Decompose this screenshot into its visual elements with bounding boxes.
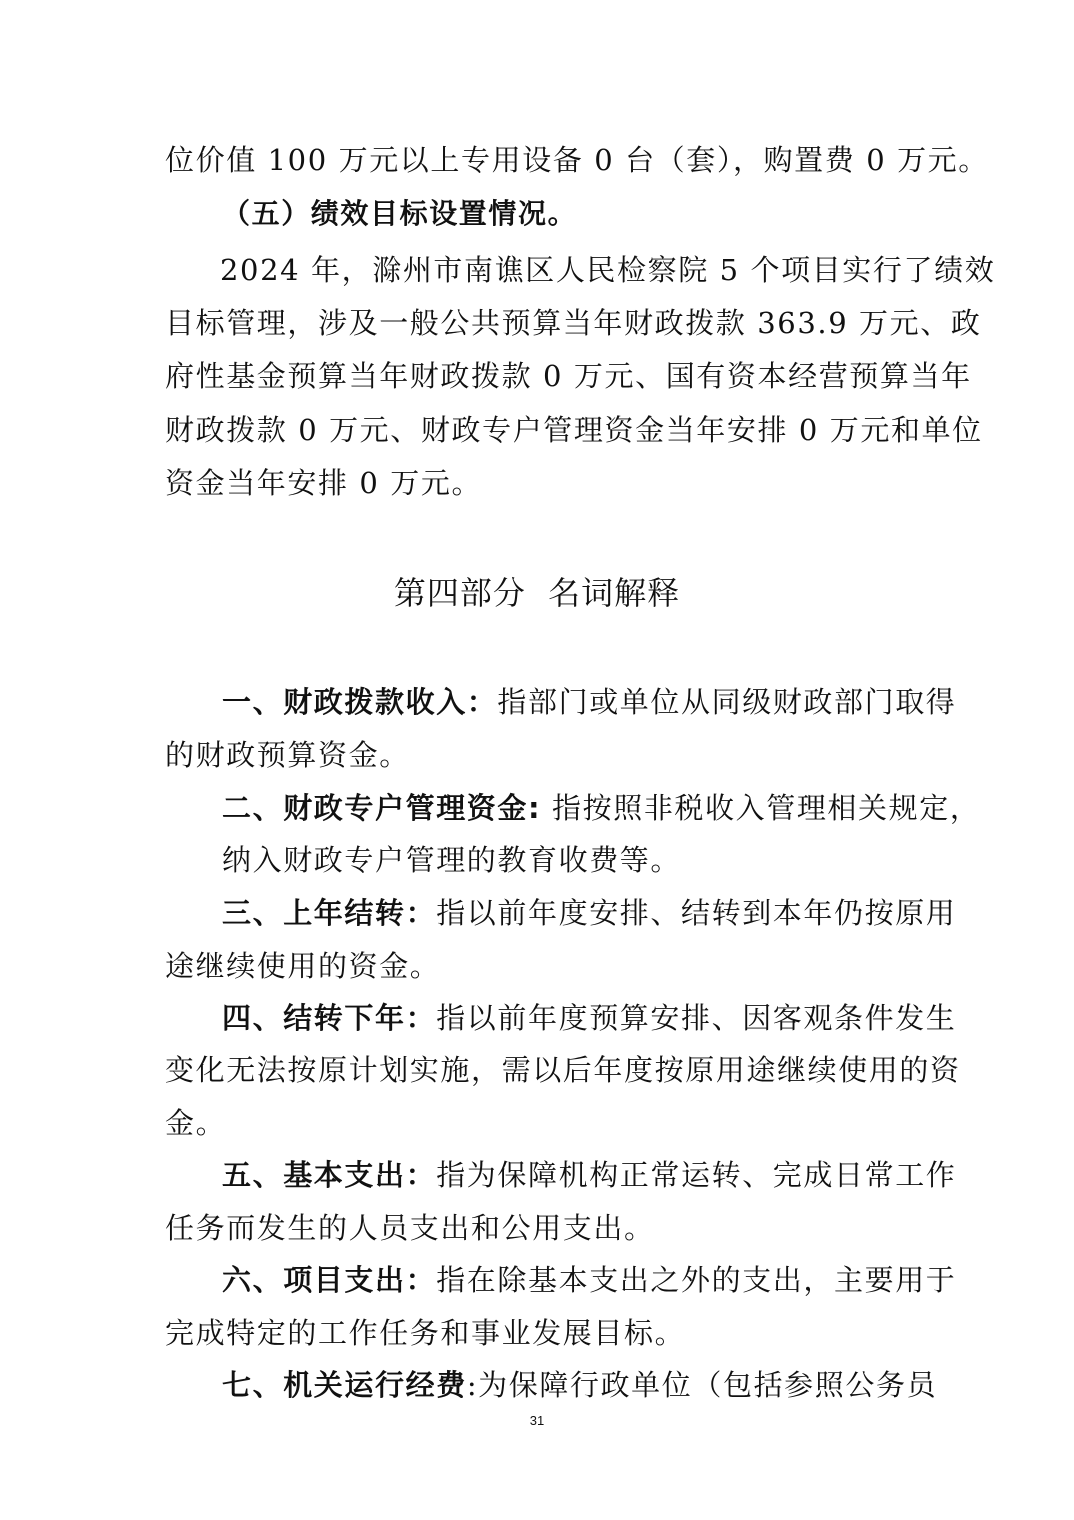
term-definition	[222, 788, 980, 828]
paragraph-line: 完成特定的工作任务和事业发展目标。	[165, 1316, 686, 1350]
term-label: 三、上年结转：	[222, 896, 437, 930]
term-text: 指以前年度预算安排、因客观条件发生	[436, 1001, 957, 1035]
term-label: 五、基本支出：	[222, 1158, 437, 1192]
paragraph-line: 目标管理，涉及一般公共预算当年财政拨款 363.9 万元、政	[165, 306, 982, 340]
term-label: 二、财政专户管理资金:	[222, 791, 542, 825]
term-label: 六、项目支出：	[222, 1263, 437, 1297]
paragraph-line: 变化无法按原计划实施，需以后年度按原用途继续使用的资	[165, 1053, 961, 1087]
term-definition	[222, 1155, 956, 1195]
term-label: 四、结转下年：	[222, 1001, 437, 1035]
term-definition	[222, 682, 956, 722]
part-title: 第四部分 名词解释	[393, 574, 681, 612]
paragraph-line: 2024 年，滁州市南谯区人民检察院 5 个项目实行了绩效	[220, 253, 996, 287]
term-definition	[222, 1365, 937, 1405]
term-text: 指在除基本支出之外的支出，主要用于	[436, 1263, 957, 1297]
term-label: 七、机关运行经费	[222, 1368, 467, 1402]
term-definition	[222, 1260, 956, 1300]
term-text: 指按照非税收入管理相关规定，	[541, 791, 981, 825]
page-number: 31	[529, 1413, 545, 1428]
term-definition	[222, 893, 956, 933]
paragraph-line: 的财政预算资金。	[165, 738, 410, 772]
term-text: 指部门或单位从同级财政部门取得	[497, 685, 957, 719]
term-label: 一、财政拨款收入：	[222, 685, 498, 719]
term-text: :为保障行政单位（包括参照公务员	[466, 1368, 938, 1402]
paragraph-line: 任务而发生的人员支出和公用支出。	[165, 1211, 655, 1245]
paragraph-line: 府性基金预算当年财政拨款 0 万元、国有资本经营预算当年	[165, 359, 972, 393]
term-text: 指为保障机构正常运转、完成日常工作	[436, 1158, 957, 1192]
paragraph-line: 位价值 100 万元以上专用设备 0 台（套），购置费 0 万元。	[165, 143, 989, 177]
term-definition	[222, 998, 956, 1038]
section-heading: （五）绩效目标设置情况。	[222, 197, 578, 230]
paragraph-line: 金。	[165, 1106, 227, 1140]
paragraph-line: 途继续使用的资金。	[165, 949, 441, 983]
paragraph-line: 纳入财政专户管理的教育收费等。	[222, 843, 682, 877]
term-text: 指以前年度安排、结转到本年仍按原用	[436, 896, 957, 930]
paragraph-line: 财政拨款 0 万元、财政专户管理资金当年安排 0 万元和单位	[165, 413, 983, 447]
paragraph-line: 资金当年安排 0 万元。	[165, 466, 483, 500]
